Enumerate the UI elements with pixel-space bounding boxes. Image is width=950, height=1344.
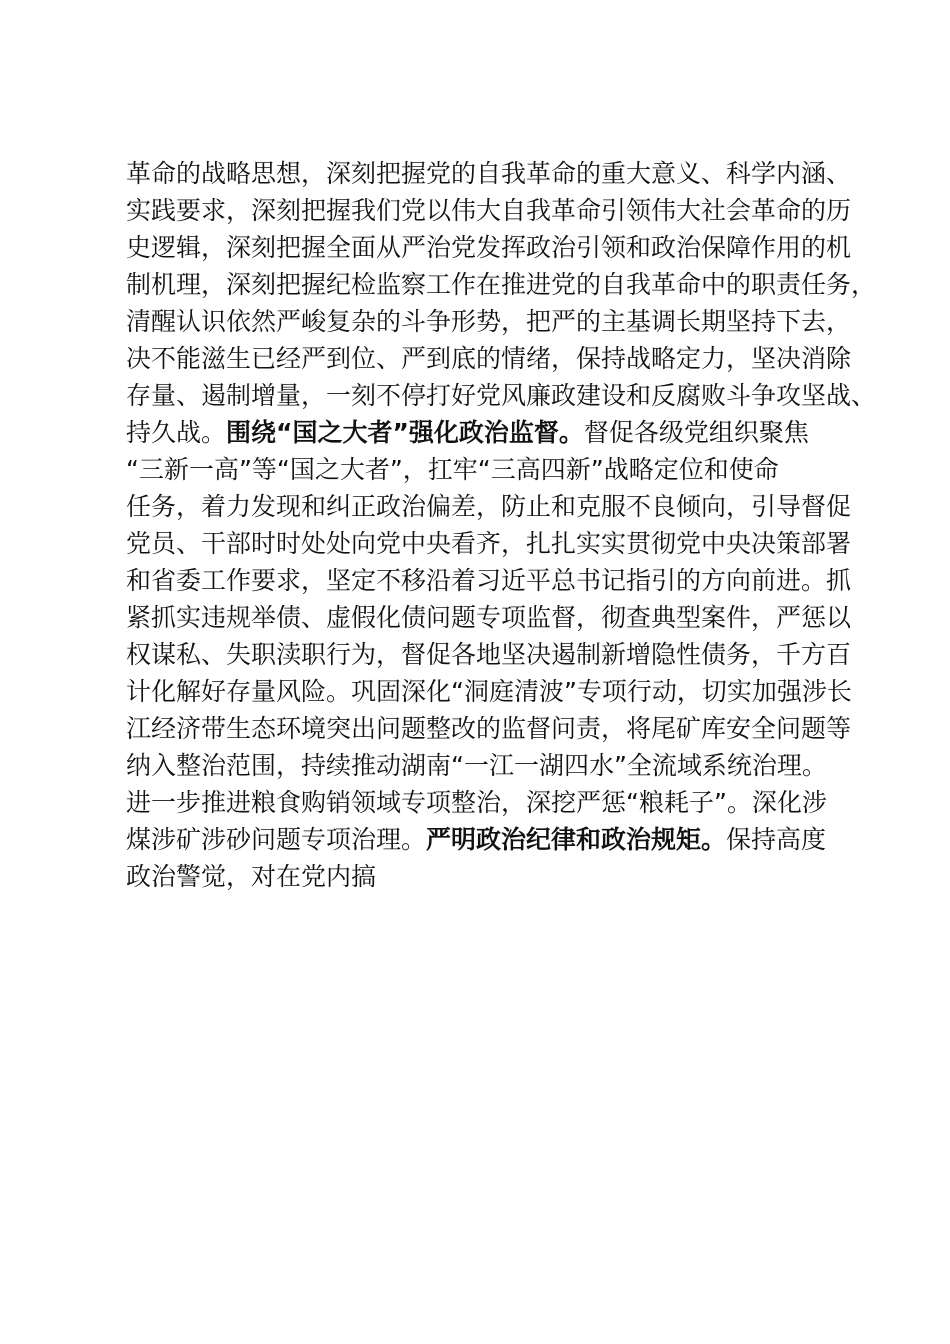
- text-line: [126, 562, 856, 599]
- body-text: 决不能滋生已经严到位、严到底的情绪，保持战略定力，坚决消除: [126, 344, 852, 373]
- body-text: 保持高度: [726, 825, 827, 854]
- body-text: 江经济带生态环境突出问题整改的监督问责，将尾矿库安全问题等: [126, 714, 852, 743]
- body-text: 紧抓实违规举债、虚假化债问题专项监督，彻查典型案件，严惩以: [126, 603, 852, 632]
- text-line: [126, 377, 877, 414]
- body-text: 和省委工作要求，坚定不移沿着习近平总书记指引的方向前进。抓: [126, 566, 852, 595]
- text-line: [126, 636, 856, 673]
- text-line: [126, 747, 856, 784]
- text-line: [126, 192, 856, 229]
- text-line: [126, 525, 856, 562]
- bold-heading-text: 严明政治纪律和政治规矩。: [426, 825, 727, 854]
- body-text: 史逻辑，深刻把握全面从严治党发挥政治引领和政治保障作用的机: [126, 233, 852, 262]
- body-text: 权谋私、失职渎职行为，督促各地坚决遏制新增隐性债务，千方百: [126, 640, 852, 669]
- body-text: 煤涉矿涉砂问题专项治理。: [126, 825, 427, 854]
- body-text: 督促各级党组织聚焦: [583, 418, 809, 447]
- text-line: [126, 414, 856, 451]
- body-text: 制机理，深刻把握纪检监察工作在推进党的自我革命中的职责任务，: [126, 270, 877, 299]
- text-line: [126, 710, 856, 747]
- body-text: 实践要求，深刻把握我们党以伟大自我革命引领伟大社会革命的历: [126, 196, 852, 225]
- body-text: “三新一高”等“国之大者”，扛牢“三高四新”战略定位和使命: [126, 455, 779, 484]
- bold-heading-text: 围绕“国之大者”强化政治监督。: [226, 418, 584, 447]
- body-text: 纳入整治范围，持续推动湖南“一江一湖四水”全流域系统治理。: [126, 751, 827, 780]
- text-line: [126, 821, 856, 858]
- text-line: [126, 673, 856, 710]
- text-line: [126, 784, 856, 821]
- text-line: [126, 340, 856, 377]
- body-text: 党员、干部时时处处向党中央看齐，扎扎实实贯彻党中央决策部署: [126, 529, 852, 558]
- body-text: 任务，着力发现和纠正政治偏差，防止和克服不良倾向，引导督促: [126, 492, 852, 521]
- text-line: [126, 488, 856, 525]
- text-line: [126, 266, 877, 303]
- text-line: [126, 229, 856, 266]
- body-text: 清醒认识依然严峻复杂的斗争形势，把严的主基调长期坚持下去，: [126, 307, 852, 336]
- body-text: 持久战。: [126, 418, 227, 447]
- text-line: [126, 599, 856, 636]
- body-text: 进一步推进粮食购销领域专项整治，深挖严惩“粮耗子”。深化涉: [126, 788, 827, 817]
- body-text: 政治警觉，对在党内搞: [126, 862, 377, 891]
- text-line: [126, 303, 856, 340]
- body-text: 存量、遏制增量，一刻不停打好党风廉政建设和反腐败斗争攻坚战、: [126, 381, 877, 410]
- body-text: 计化解好存量风险。巩固深化“洞庭清波”专项行动，切实加强涉长: [126, 677, 852, 706]
- text-line: [126, 155, 856, 192]
- text-line: [126, 451, 856, 488]
- body-text: 革命的战略思想，深刻把握党的自我革命的重大意义、科学内涵、: [126, 159, 852, 188]
- text-line: [126, 858, 856, 895]
- document-body: [126, 155, 877, 895]
